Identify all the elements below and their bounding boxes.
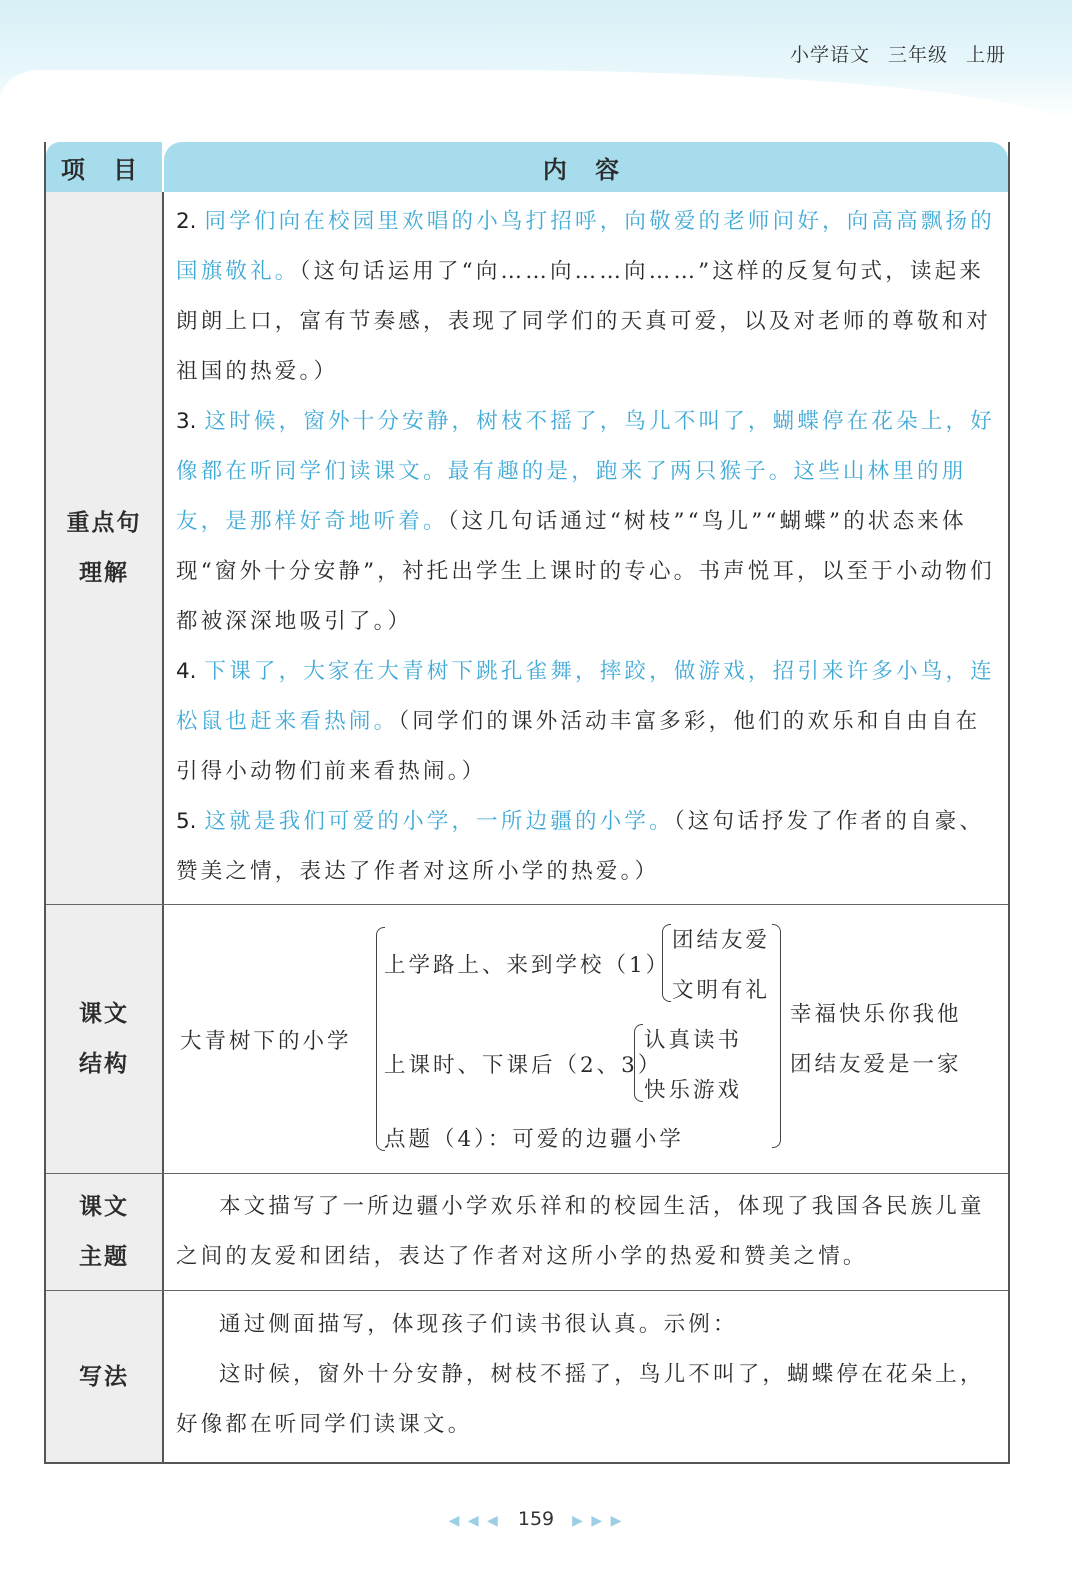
- structure-branch-3: 点题（4）：可爱的边疆小学: [384, 1127, 684, 1152]
- header-grade: 三年级: [887, 44, 948, 66]
- left-arrows-icon: ◀ ◀ ◀: [448, 1513, 500, 1529]
- branch-2-item-b: 快乐游戏: [644, 1078, 743, 1103]
- label-writing: [46, 1291, 164, 1462]
- branch-1-item-a: 团结友爱: [672, 928, 771, 953]
- label-line: 写法: [79, 1363, 129, 1390]
- writing-content: [176, 1300, 996, 1450]
- label-line: 课文: [79, 1194, 129, 1220]
- quote-text: 同学们向在校园里欢唱的小鸟打招呼，向敬爱的老师问好，向高高飘扬的国旗敬礼。: [176, 209, 995, 284]
- theme-content: [176, 1182, 996, 1282]
- list-item: [176, 797, 996, 897]
- note-text: （这几句话通过“树枝”“鸟儿”“蝴蝶”的状态来体现“窗外十分安静”，衬托出学生上课时的专心。书声悦耳，以至于小动物们都被深深地吸引了。）: [176, 509, 995, 634]
- row-divider: [46, 1173, 1008, 1174]
- structure-branch-2: 上课时、下课后（2、3）: [384, 1053, 663, 1078]
- structure-root: 大青树下的小学: [180, 1029, 352, 1054]
- writing-line-2: 这时候，窗外十分安静，树枝不摇了，鸟儿不叫了，蝴蝶停在花朵上，好像都在听同学们读课文。: [176, 1362, 985, 1437]
- list-item: [176, 197, 996, 397]
- label-key-sentences: [46, 192, 164, 904]
- branch-1-item-b: 文明有礼: [672, 978, 771, 1003]
- item-number: 4.: [176, 659, 197, 684]
- table-header-row: [46, 142, 1008, 192]
- header-subject: 小学语文: [789, 44, 870, 66]
- note-text: （这句话运用了“向……向……向……”这样的反复句式，读起来朗朗上口，富有节奏感，表现了同学们的天真可爱，以及对老师的尊敬和对祖国的热爱。）: [176, 259, 992, 384]
- label-line: 结构: [79, 1051, 129, 1077]
- item-number: 5.: [176, 809, 197, 834]
- structure-branch-1: 上学路上、来到学校（1）: [384, 953, 671, 978]
- branch-2-item-a: 认真读书: [644, 1028, 743, 1053]
- note-text: （这句话抒发了作者的自豪、赞美之情，表达了作者对这所小学的热爱。）: [176, 809, 985, 884]
- quote-text: 下课了，大家在大青树下跳孔雀舞，摔跤，做游戏，招引来许多小鸟，连松鼠也赶来看热闹。: [176, 659, 995, 734]
- label-line: 理解: [79, 560, 129, 586]
- label-line: 主题: [79, 1244, 129, 1270]
- structure-summary-1: 幸福快乐你我他: [790, 1002, 962, 1027]
- branch-1-brace: [662, 924, 671, 1002]
- list-item: [176, 397, 996, 647]
- label-line: 重点句: [66, 510, 142, 536]
- row-divider: [46, 904, 1008, 905]
- quote-text: 这时候，窗外十分安静，树枝不摇了，鸟儿不叫了，蝴蝶停在花朵上，好像都在听同学们读课文。最有趣的是，跑来了两只猴子。这些山林里的朋友，是那样好奇地听着。: [176, 409, 995, 534]
- book-header: [772, 40, 1006, 67]
- writing-line-1: 通过侧面描写，体现孩子们读书很认真。示例：: [219, 1312, 738, 1337]
- theme-text: 本文描写了一所边疆小学欢乐祥和的校园生活，体现了我国各民族儿童之间的友爱和团结，表达了作者对这所小学的热爱和赞美之情。: [176, 1194, 985, 1269]
- lesson-table: [44, 142, 1010, 1464]
- branch-2-brace: [634, 1024, 643, 1102]
- item-number: 2.: [176, 209, 197, 234]
- header-volume: 上册: [965, 44, 1006, 66]
- page-footer: [0, 1508, 1072, 1530]
- right-arrows-icon: ▶ ▶ ▶: [572, 1513, 624, 1529]
- item-number: 3.: [176, 409, 197, 434]
- quote-text: 这就是我们可爱的小学，一所边疆的小学。: [204, 809, 674, 834]
- note-text: （同学们的课外活动丰富多彩，他们的欢乐和自由自在引得小动物们前来看热闹。）: [176, 709, 981, 784]
- label-theme: [46, 1174, 164, 1290]
- summary-brace: [772, 924, 781, 1148]
- structure-summary-2: 团结友爱是一家: [790, 1052, 962, 1077]
- label-line: 课文: [79, 1001, 129, 1027]
- key-sentences-content: [176, 197, 996, 897]
- page-number: 159: [517, 1508, 555, 1530]
- list-item: [176, 647, 996, 797]
- header-item: 项 目: [46, 142, 162, 192]
- header-content: 内 容: [164, 142, 1008, 192]
- label-structure: [46, 905, 164, 1173]
- row-divider: [46, 1290, 1008, 1291]
